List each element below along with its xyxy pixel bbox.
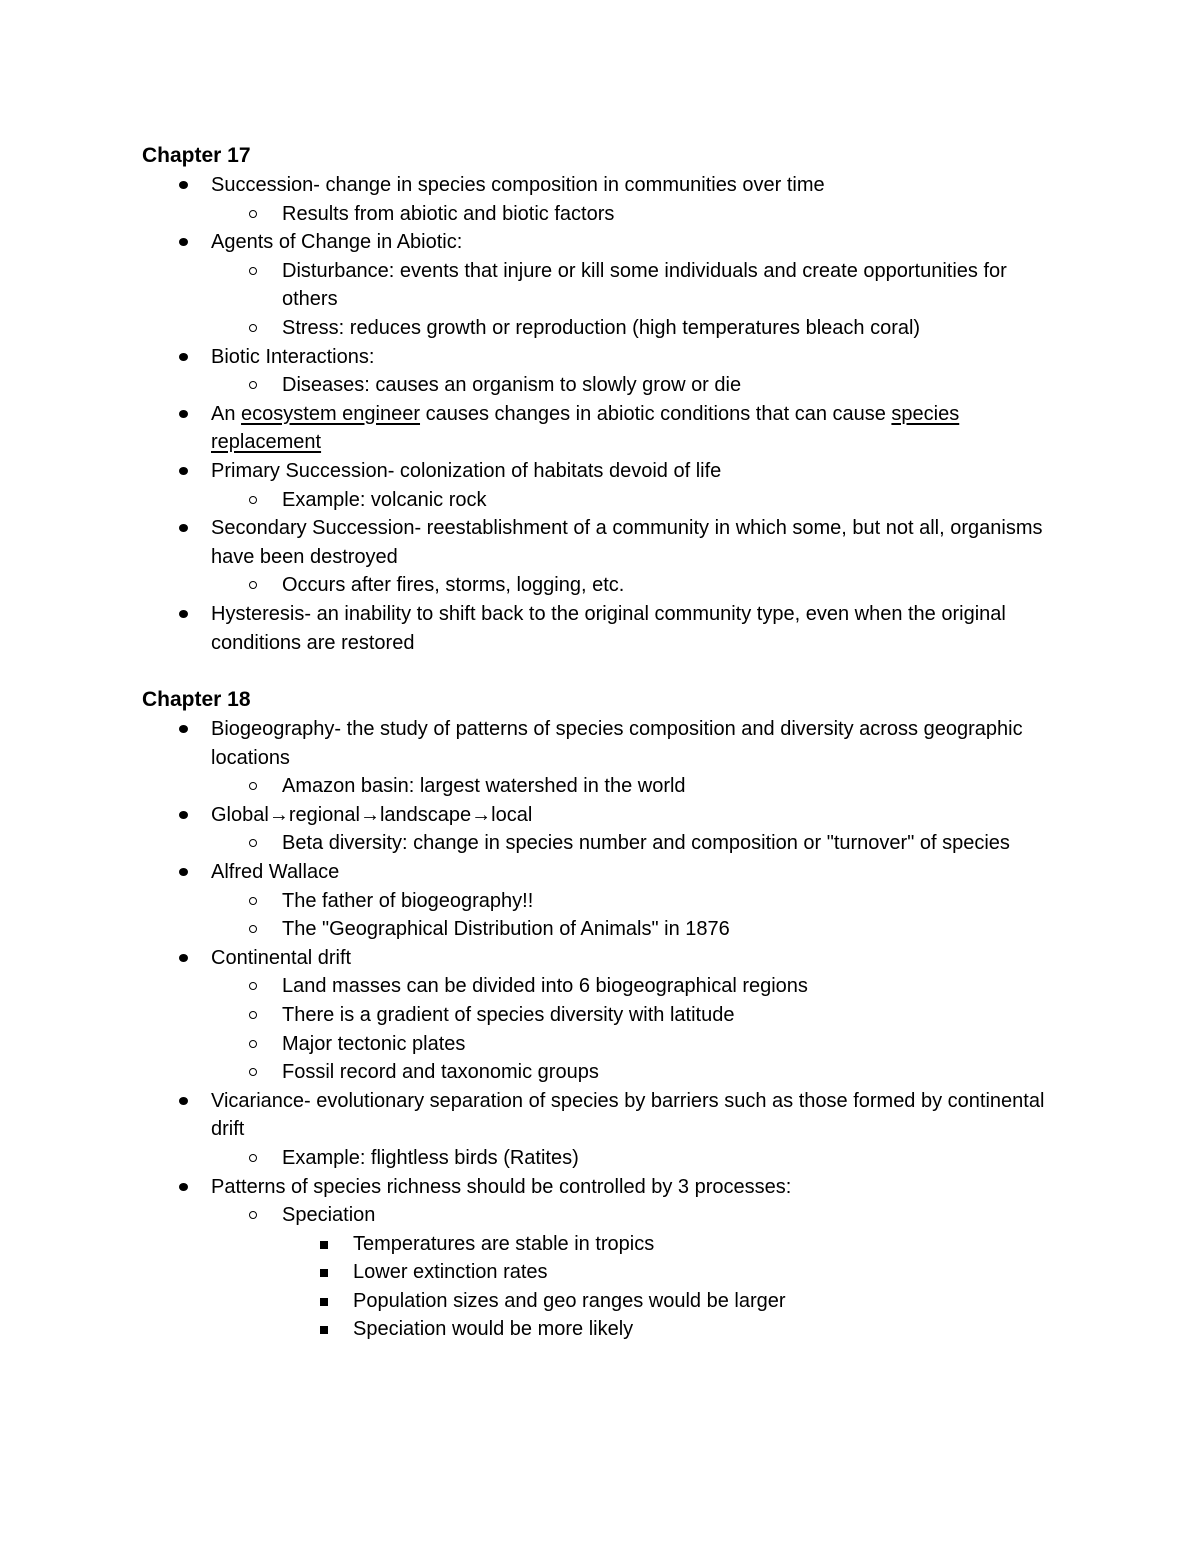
list-item: Temperatures are stable in tropics	[142, 1230, 1062, 1259]
bullet-disc-icon	[179, 238, 188, 246]
list-item: Speciation would be more likely	[142, 1315, 1062, 1344]
list-item: An ecosystem engineer causes changes in abiotic conditions that can cause species replacement	[142, 400, 1062, 457]
bullet-disc-icon	[179, 524, 188, 532]
list-item: Patterns of species richness should be controlled by 3 processes:	[142, 1173, 1062, 1202]
bullet-circle-icon	[249, 1154, 257, 1162]
list-item: Example: volcanic rock	[142, 486, 1062, 515]
list-item: Speciation	[142, 1201, 1062, 1230]
bullet-circle-icon	[249, 496, 257, 504]
list-item: Fossil record and taxonomic groups	[142, 1058, 1062, 1087]
list-item: The "Geographical Distribution of Animals" in 1876	[142, 915, 1062, 944]
underlined-term: ecosystem engineer	[241, 402, 421, 425]
list-item: Amazon basin: largest watershed in the world	[142, 772, 1062, 801]
list-item: Agents of Change in Abiotic:	[142, 228, 1062, 257]
list-item: Secondary Succession- reestablishment of a community in which some, but not all, organisms have been destroyed	[142, 514, 1062, 571]
list-item: Results from abiotic and biotic factors	[142, 200, 1062, 229]
bullet-circle-icon	[249, 1068, 257, 1076]
bullet-disc-icon	[179, 868, 188, 876]
bullet-disc-icon	[179, 467, 188, 475]
list-item: Alfred Wallace	[142, 858, 1062, 887]
bullet-circle-icon	[249, 1040, 257, 1048]
bullet-square-icon	[320, 1241, 328, 1249]
chapter-18-heading: Chapter 18	[142, 688, 251, 711]
bullet-disc-icon	[179, 410, 188, 418]
bullet-circle-icon	[249, 897, 257, 905]
bullet-disc-icon	[179, 954, 188, 962]
bullet-circle-icon	[249, 381, 257, 389]
list-item: Land masses can be divided into 6 biogeographical regions	[142, 972, 1062, 1001]
list-item: Biogeography- the study of patterns of species composition and diversity across geographic locations	[142, 715, 1062, 772]
list-item: Beta diversity: change in species number and composition or "turnover" of species	[142, 829, 1062, 858]
bullet-circle-icon	[249, 324, 257, 332]
bullet-disc-icon	[179, 181, 188, 189]
bullet-disc-icon	[179, 725, 188, 733]
bullet-circle-icon	[249, 1011, 257, 1019]
underlined-term: species replacement	[211, 402, 960, 454]
list-item: Vicariance- evolutionary separation of species by barriers such as those formed by continental drift	[142, 1087, 1062, 1144]
list-item: Disturbance: events that injure or kill some individuals and create opportunities for others	[142, 257, 1062, 314]
list-item: Occurs after fires, storms, logging, etc.	[142, 571, 1062, 600]
bullet-circle-icon	[249, 1211, 257, 1219]
bullet-circle-icon	[249, 782, 257, 790]
chapter-18-list	[142, 715, 1062, 1344]
chapter-17-heading: Chapter 17	[142, 144, 251, 167]
list-item: The father of biogeography!!	[142, 887, 1062, 916]
list-item: Stress: reduces growth or reproduction (high temperatures bleach coral)	[142, 314, 1062, 343]
bullet-circle-icon	[249, 839, 257, 847]
list-item: There is a gradient of species diversity with latitude	[142, 1001, 1062, 1030]
list-item: Lower extinction rates	[142, 1258, 1062, 1287]
bullet-disc-icon	[179, 1183, 188, 1191]
chapter-18-section	[142, 684, 1062, 1344]
list-item: Continental drift	[142, 944, 1062, 973]
bullet-square-icon	[320, 1269, 328, 1277]
bullet-disc-icon	[179, 353, 188, 361]
list-item: Biotic Interactions:	[142, 343, 1062, 372]
bullet-circle-icon	[249, 267, 257, 275]
list-item: Global→regional→landscape→local	[142, 801, 1062, 830]
bullet-disc-icon	[179, 1097, 188, 1105]
bullet-square-icon	[320, 1326, 328, 1334]
list-item: Population sizes and geo ranges would be larger	[142, 1287, 1062, 1316]
list-item: Major tectonic plates	[142, 1030, 1062, 1059]
bullet-disc-icon	[179, 811, 188, 819]
bullet-circle-icon	[249, 210, 257, 218]
bullet-circle-icon	[249, 982, 257, 990]
bullet-circle-icon	[249, 581, 257, 589]
chapter-17-section	[142, 140, 1062, 657]
list-item: Hysteresis- an inability to shift back to the original community type, even when the original conditions are restored	[142, 600, 1062, 657]
chapter-17-list	[142, 171, 1062, 657]
list-item: Diseases: causes an organism to slowly grow or die	[142, 371, 1062, 400]
list-item: Succession- change in species composition in communities over time	[142, 171, 1062, 200]
bullet-disc-icon	[179, 610, 188, 618]
list-item: Example: flightless birds (Ratites)	[142, 1144, 1062, 1173]
bullet-circle-icon	[249, 925, 257, 933]
bullet-square-icon	[320, 1298, 328, 1306]
list-item: Primary Succession- colonization of habitats devoid of life	[142, 457, 1062, 486]
